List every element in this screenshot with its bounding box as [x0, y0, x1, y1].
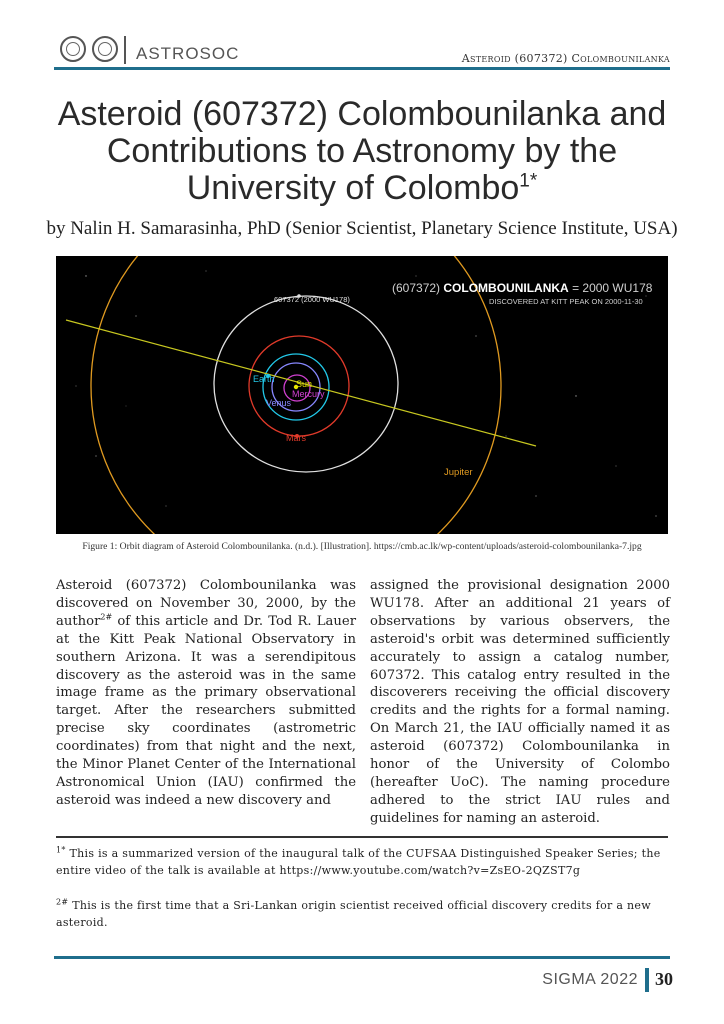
sun-label: Sun [296, 379, 313, 389]
footnote-2: $^{2\#}$ This is the first time that a Sri-Lankan origin scientist received official discovery credits for a new asteroid. [56, 897, 651, 929]
header-divider [124, 36, 126, 64]
footer-rule [54, 956, 670, 959]
author-footnote-mark: 2# [100, 612, 113, 622]
footnote-rule [56, 836, 668, 838]
article-title: Asteroid (607372) Colombounilanka and Contributions to Astronomy by the University of Colombo$^{1*}$ [57, 95, 667, 207]
figure-caption: Figure 1: Orbit diagram of Asteroid Colombounilanka. (n.d.). [Illustration]. https://cmb.ac.lk/wp-content/uploads/asteroid-colombounilanka-7.jpg [82, 541, 642, 552]
author-byline: by Nalin H. Samarasinha, PhD (Senior Scientist, Planetary Science Institute, USA) [46, 218, 678, 239]
body-column-right: assigned the provisional designation 2000 WU178. After an additional 21 years of observations by various observers, the asteroid's orbit was determined sufficiently accurately to assign a catalog number, 607372. This catalog entry resulted in the discoverers receiving the official discovery credits and the rights for a formal naming. On March 21, the IAU officially named it as asteroid (607372) Colombounilanka in honor of the University of Colombo (hereafter UoC). The naming procedure adhered to the strict IAU rules and guidelines for naming an asteroid. [370, 578, 670, 826]
figure-subline: DISCOVERED AT KITT PEAK ON 2000-11-30 [489, 297, 643, 306]
orbit-diagram-figure [56, 256, 668, 534]
footnote-1: $^{1*}$ This is a summarized version of the inaugural talk of the CUFSAA Distinguished Speaker Series; the entire video of the talk is available at https://www.youtube.com/watch?v=ZsEO-2QZST7g [56, 845, 661, 877]
footer-divider [645, 968, 649, 992]
orbit-diagram [56, 256, 668, 534]
jupiter-label: Jupiter [444, 467, 473, 478]
title-footnote-mark: 1* [519, 170, 538, 192]
running-title: Asteroid (607372) Colombounilanka [461, 52, 670, 65]
asteroid-orbit-label: 607372 (2000 WU178) [274, 295, 350, 304]
astrosoc-emblem-logo [92, 36, 118, 62]
earth-label: Earth [253, 374, 275, 384]
figure-headline: (607372) COLOMBOUNILANKA = 2000 WU178 [392, 281, 653, 295]
mercury-label: Mercury [292, 389, 325, 399]
brand-name: ASTROSOC [136, 44, 240, 63]
header-rule [54, 67, 670, 70]
page-number: 30 [655, 969, 673, 989]
university-crest-logo [60, 36, 86, 62]
starfield [76, 271, 657, 517]
venus-label: Venus [266, 398, 292, 408]
publication-name: SIGMA 2022 [542, 971, 638, 988]
body-column-left: Asteroid (607372) Colombounilanka was discovered on November 30, 2000, by the author$^{2\#}$ of this article and Dr. Tod R. Lauer at the Kitt Peak National Observatory in southern Arizona. It was a serendipitous discovery as the asteroid was in the same image frame as the primary observational target. After the researchers submitted precise sky coordinates (astrometric coordinates) from that night and the next, the Minor Planet Center of the International Astronomical Union (IAU) confirmed the asteroid was indeed a new discovery and [56, 578, 356, 808]
mars-label: Mars [286, 433, 306, 443]
